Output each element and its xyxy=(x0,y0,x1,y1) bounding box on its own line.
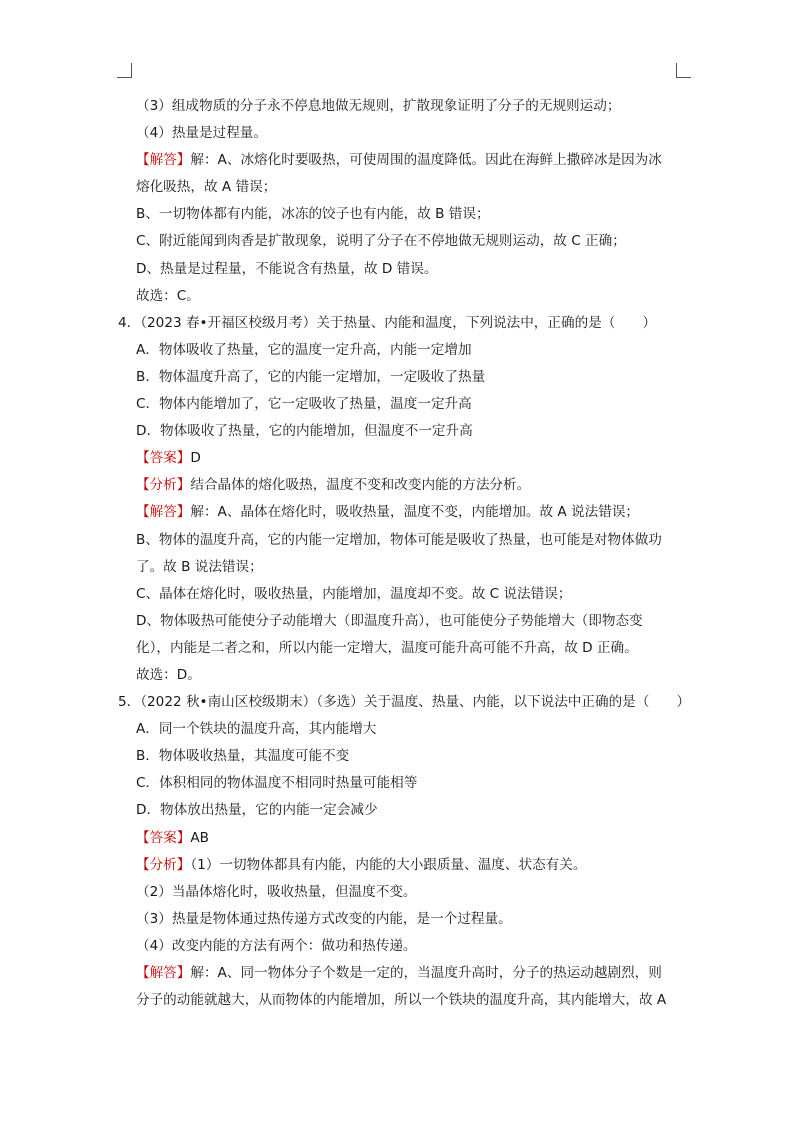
option-b: B．物体温度升高了，它的内能一定增加，一定吸收了热量 xyxy=(136,368,486,385)
option-d: D．物体吸收了热量，它的内能增加，但温度不一定升高 xyxy=(136,423,473,440)
solution-tag: 【解答】 xyxy=(136,504,191,521)
analysis-tag: 【分析】 xyxy=(136,477,191,494)
solution-tag: 【解答】 xyxy=(136,965,191,981)
text-line: D、物体吸热可能使分子动能增大（即温度升高），也可能使分子势能增大（即物态变 xyxy=(136,612,643,629)
analysis-line: 【分析】（1）一切物体都具有内能，内能的大小跟质量、温度、状态有关。 xyxy=(136,856,587,873)
text-line: C、晶体在熔化时，吸收热量，内能增加，温度却不变。故 C 说法错误； xyxy=(136,585,572,602)
question-4-stem: 4．（2023 春•开福区校级月考）关于热量、内能和温度，下列说法中，正确的是（ ） xyxy=(118,314,657,331)
text-line: （3）热量是物体通过热传递方式改变的内能，是一个过程量。 xyxy=(136,910,512,927)
document-body xyxy=(118,93,691,1014)
text-line: （3）组成物质的分子永不停息地做无规则，扩散现象证明了分子的无规则运动； xyxy=(136,98,621,114)
text-line: B、一切物体都有内能，冰冻的饺子也有内能，故 B 错误； xyxy=(136,206,490,223)
text-line: B、物体的温度升高，它的内能一定增加，物体可能是吸收了热量，也可能是对物体做功 xyxy=(136,531,662,548)
solution-tag: 【解答】 xyxy=(136,152,191,169)
analysis-line: 【分析】结合晶体的熔化吸热，温度不变和改变内能的方法分析。 xyxy=(136,477,531,494)
answer-line: 【答案】D xyxy=(136,450,201,467)
text-line: D、热量是过程量，不能说含有热量，故 D 错误。 xyxy=(136,260,438,277)
option-c: C．体积相同的物体温度不相同时热量可能相等 xyxy=(136,775,418,792)
text-line: C、附近能闻到肉香是扩散现象，说明了分子在不停地做无规则运动，故 C 正确； xyxy=(136,233,626,250)
question-5-stem: 5．（2022 秋•南山区校级期末）（多选）关于温度、热量、内能，以下说法中正确的是（ ） xyxy=(118,694,691,711)
analysis-tag: 【分析】 xyxy=(136,856,191,873)
answer-tag: 【答案】 xyxy=(136,450,191,467)
text-line: 化），内能是二者之和，所以内能一定增大，温度可能升高可能不升高，故 D 正确。 xyxy=(136,639,638,656)
text-line: （4）热量是过程量。 xyxy=(136,125,267,142)
option-c: C．物体内能增加了，它一定吸收了热量，温度一定升高 xyxy=(136,396,472,413)
text-line: （2）当晶体熔化时，吸收热量，但温度不变。 xyxy=(136,883,417,900)
option-a: A．物体吸收了热量，它的温度一定升高，内能一定增加 xyxy=(136,341,472,358)
text-line: 故选：C。 xyxy=(136,287,200,304)
text-line: 分子的动能就越大，从而物体的内能增加，所以一个铁块的温度升高，其内能增大，故 A xyxy=(136,992,667,1009)
answer-line: 【答案】AB xyxy=(136,829,210,846)
solution-line: 【解答】解：A、同一物体分子个数是一定的，当温度升高时，分子的热运动越剧烈，则 xyxy=(136,965,662,981)
text-line: （4）改变内能的方法有两个：做功和热传递。 xyxy=(136,937,417,954)
text-line: 【解答】解：A、冰熔化时要吸热，可使周围的温度降低。因此在海鲜上撒碎冰是因为冰 xyxy=(136,152,662,169)
option-d: D．物体放出热量，它的内能一定会减少 xyxy=(136,802,378,819)
crop-mark-top-right xyxy=(676,63,691,78)
text-line: 熔化吸热，故 A 错误； xyxy=(136,179,277,196)
solution-line: 【解答】解：A、晶体在熔化时，吸收热量，温度不变，内能增加。故 A 说法错误； xyxy=(136,504,640,521)
text-line: 了。故 B 说法错误； xyxy=(136,558,263,575)
answer-tag: 【答案】 xyxy=(136,829,191,846)
crop-mark-top-left xyxy=(117,63,132,78)
option-b: B．物体吸收热量，其温度可能不变 xyxy=(136,748,350,765)
option-a: A．同一个铁块的温度升高，其内能增大 xyxy=(136,721,377,738)
text-line: 故选：D。 xyxy=(136,666,201,683)
